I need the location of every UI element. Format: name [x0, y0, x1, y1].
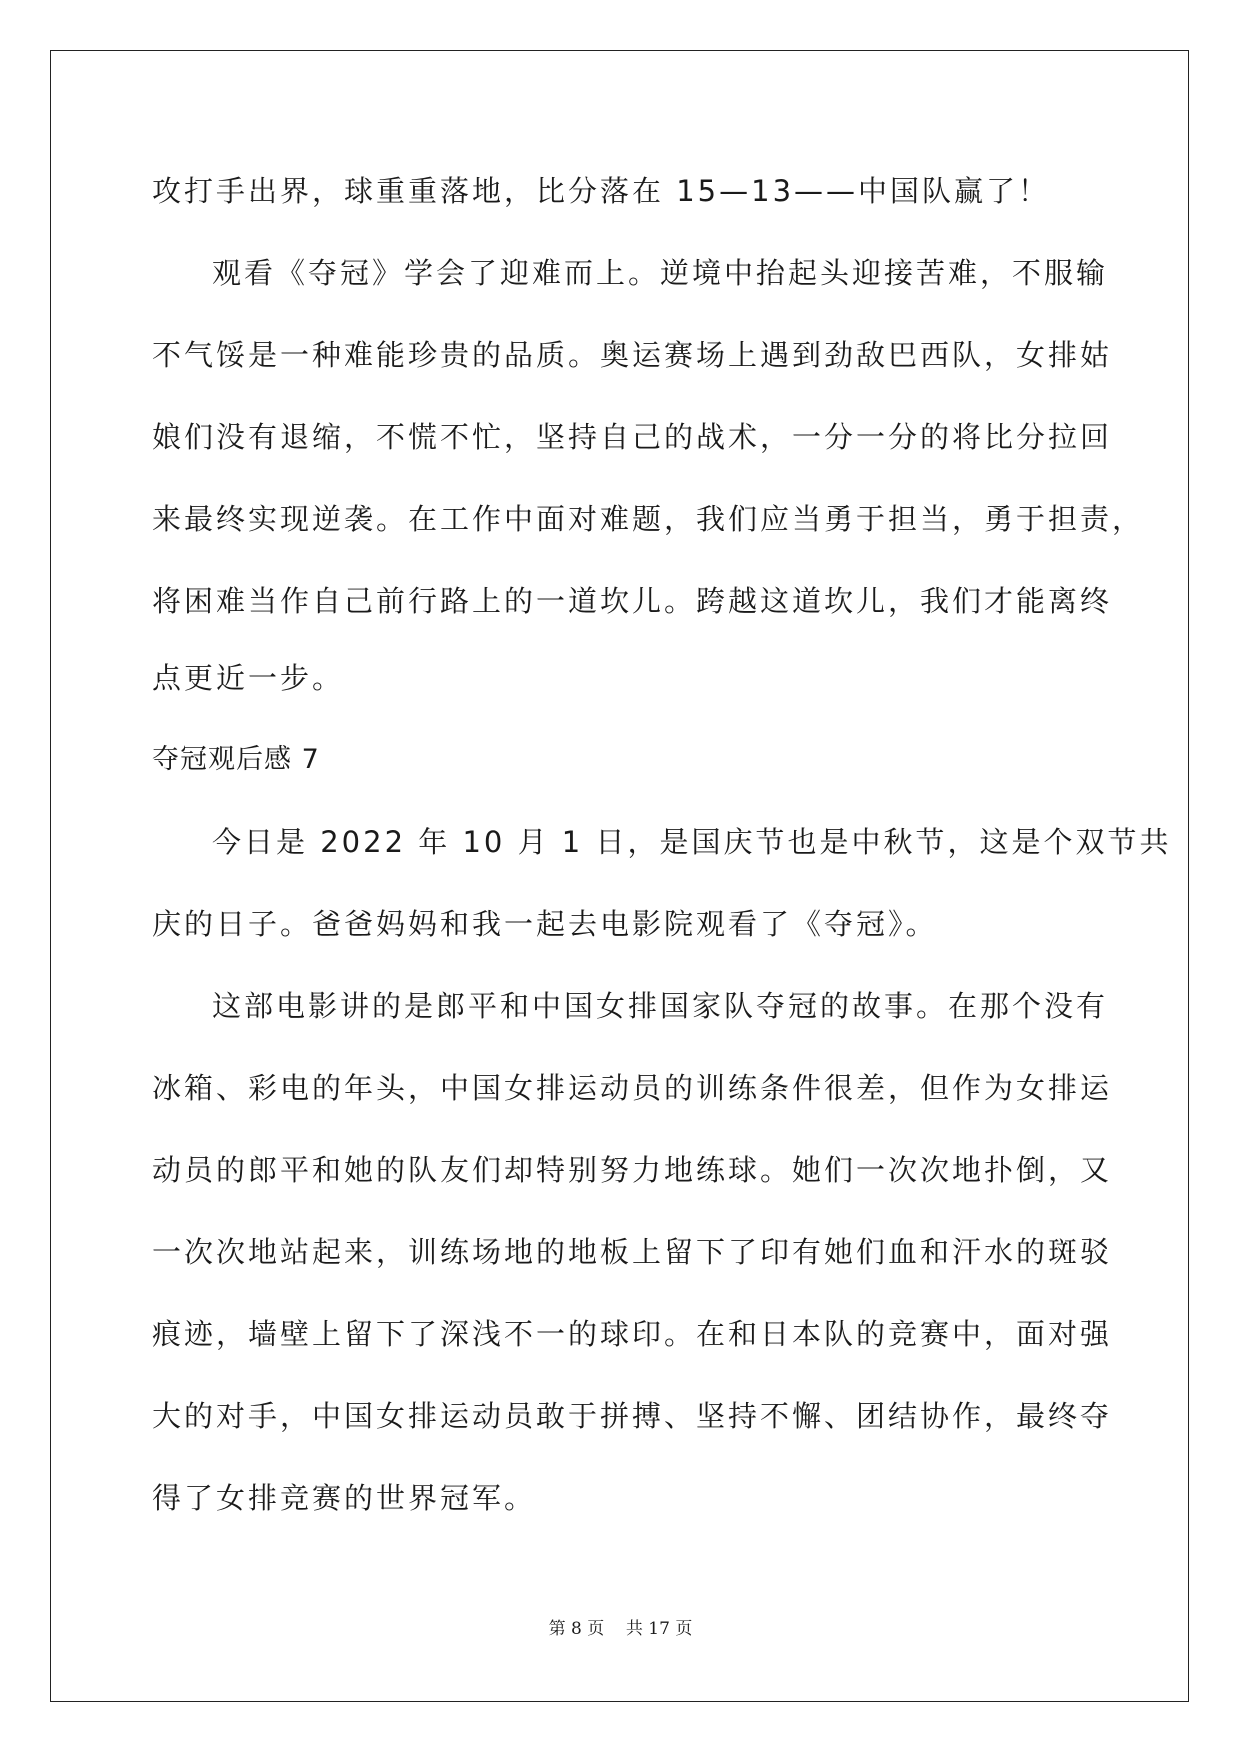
- paragraph-line: 观看《夺冠》学会了迎难而上。逆境中抬起头迎接苦难，不服输: [212, 256, 1109, 290]
- paragraph-line: 大的对手，中国女排运动员敢于拼搏、坚持不懈、团结协作，最终夺: [152, 1399, 1113, 1433]
- paragraph-line: 痕迹，墙壁上留下了深浅不一的球印。在和日本队的竞赛中，面对强: [152, 1317, 1113, 1351]
- paragraph-line: 一次次地站起来，训练场地的地板上留下了印有她们血和汗水的斑驳: [152, 1235, 1113, 1269]
- paragraph-line: 今日是 2022 年 10 月 1 日，是国庆节也是中秋节，这是个双节共: [212, 825, 1172, 859]
- paragraph-line: 冰箱、彩电的年头，中国女排运动员的训练条件很差，但作为女排运: [152, 1071, 1113, 1105]
- paragraph-line: 这部电影讲的是郎平和中国女排国家队夺冠的故事。在那个没有: [212, 989, 1109, 1023]
- paragraph-line: 将困难当作自己前行路上的一道坎儿。跨越这道坎儿，我们才能离终: [152, 584, 1113, 618]
- paragraph-line: 来最终实现逆袭。在工作中面对难题，我们应当勇于担当，勇于担责，: [152, 502, 1145, 536]
- paragraph-line: 娘们没有退缩，不慌不忙，坚持自己的战术，一分一分的将比分拉回: [152, 420, 1113, 454]
- section-title: 夺冠观后感 7: [152, 744, 320, 775]
- paragraph-line: 动员的郎平和她的队友们却特别努力地练球。她们一次次地扑倒，又: [152, 1153, 1113, 1187]
- paragraph-line: 点更近一步。: [152, 661, 345, 695]
- page-border: [50, 50, 1189, 1702]
- page-number-footer: 第 8 页 共 17 页: [548, 1619, 693, 1639]
- paragraph-line: 攻打手出界，球重重落地，比分落在 15—13——中国队赢了！: [152, 174, 1051, 208]
- paragraph-line: 庆的日子。爸爸妈妈和我一起去电影院观看了《夺冠》。: [152, 907, 938, 941]
- paragraph-line: 得了女排竞赛的世界冠军。: [152, 1481, 537, 1515]
- paragraph-line: 不气馁是一种难能珍贵的品质。奥运赛场上遇到劲敌巴西队，女排姑: [152, 338, 1113, 372]
